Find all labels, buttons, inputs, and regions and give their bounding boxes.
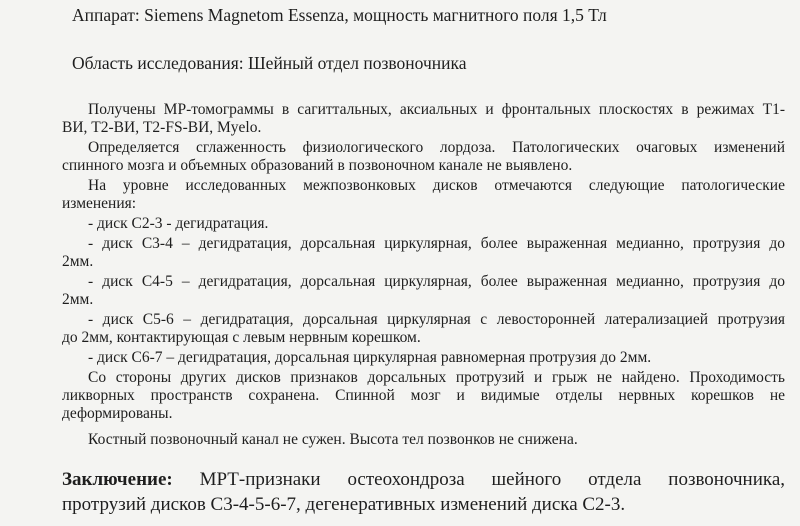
paragraph-1-line-2: ВИ, Т2-ВИ, T2-FS-ВИ, Myelo. [62,119,262,136]
paragraph-3-line-2: изменения: [62,195,137,212]
paragraph-2-line-2: спинного мозга и объемных образований в позвоночном канале не выявлено. [62,157,573,174]
paragraph-1-line-1: Получены МР-томограммы в сагиттальных, аксиальных и фронтальных плоскостях в режимах Т1- [88,101,785,118]
disc-c3-4-line-2: 2мм. [62,253,94,270]
conclusion-label: Заключение: [62,469,173,490]
disc-c3-4-line-1: - диск С3-4 – дегидратация, дорсальная циркулярная, более выраженная медианно, протрузия до [88,235,785,252]
paragraph-2-line-1: Определяется сглаженность физиологического лордоза. Патологических очаговых изменений [88,139,785,156]
conclusion-text-1: МРТ-признаки остеохондроза шейного отдела позвоночника, [199,469,786,490]
paragraph-4-line-2: ликворных пространств сохранена. Спинной мозг и видимые отделы нервных корешков не [62,387,785,404]
conclusion-line-2: протрузий дисков С3-4-5-6-7, дегенеративных изменений диска С2-3. [62,494,626,515]
disc-c4-5-line-2: 2мм. [62,291,94,308]
paragraph-4-line-3: деформированы. [62,405,173,422]
disc-c5-6-line-2: до 2мм, контактирующая с левым нервным корешком. [62,329,421,346]
paragraph-5: Костный позвоночный канал не сужен. Высота тел позвонков не снижена. [88,431,578,448]
paragraph-4-line-1: Со стороны других дисков признаков дорсальных протрузий и грыж не найдено. Проходимость [88,369,785,386]
disc-c4-5-line-1: - диск С4-5 – дегидратация, дорсальная циркулярная, более выраженная медианно, протрузия до [88,273,785,290]
paragraph-3-line-1: На уровне исследованных межпозвонковых дисков отмечаются следующие патологические [88,177,785,194]
region-line: Область исследования: Шейный отдел позвоночника [72,53,467,73]
conclusion-line-1 [62,469,785,491]
disc-c5-6-line-1: - диск С5-6 – дегидратация, дорсальная циркулярная с левосторонней латерализацией протрузия [88,311,785,328]
disc-c2-3: - диск С2-3 - дегидратация. [88,215,269,232]
disc-c6-7: - диск С6-7 – дегидратация, дорсальная циркулярная равномерная протрузия до 2мм. [88,349,652,366]
apparatus-line: Аппарат: Siemens Magnetom Essenza, мощность магнитного поля 1,5 Тл [72,5,607,25]
